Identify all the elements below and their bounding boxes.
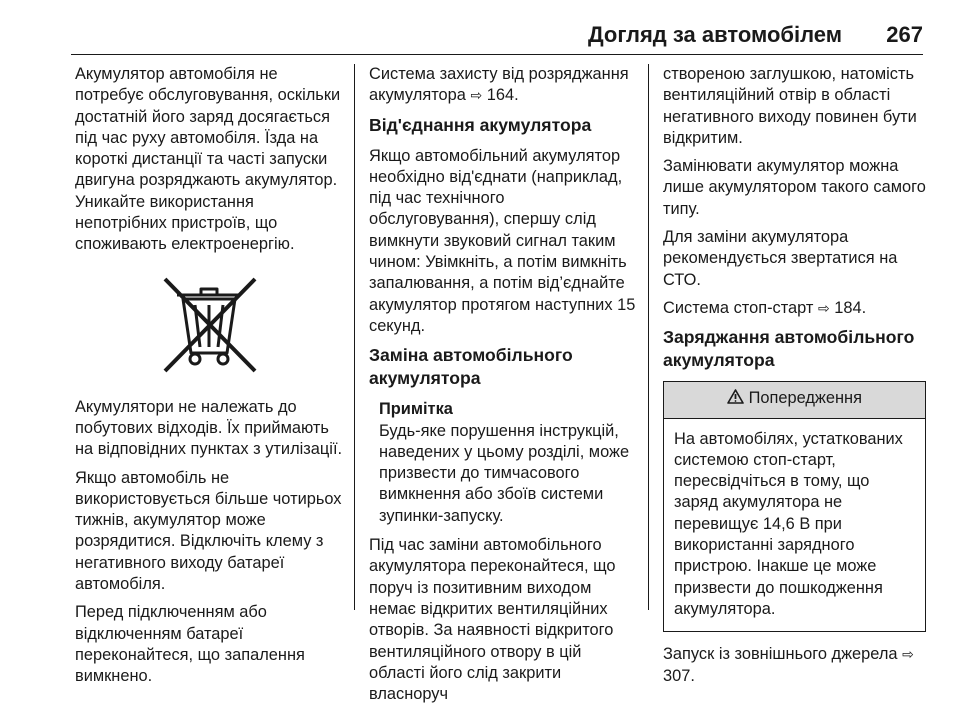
paragraph: створеною заглушкою, натомість вентиляційний отвір в області негативного виходу повинен бути відкритим. [663, 65, 917, 147]
reference-text: Система захисту від розряджання акумулятора [369, 65, 629, 105]
reference-text: Запуск із зовнішнього джерела [663, 645, 898, 664]
section-heading: Від'єднання акумулятора [369, 114, 592, 135]
page-reference-icon: ⇨ [470, 87, 483, 104]
column-divider [648, 64, 649, 610]
paragraph [369, 64, 637, 107]
paragraph: Під час заміни автомобільного акумулятора переконайтеся, що поруч із позитивним виходом немає відкритих вентиляційних отворів. За наявності відкритого вентиляційного отвору в цій області його слід закрити власноруч [369, 536, 616, 704]
paragraph: Акумулятори не належать до побутових відходів. Їх приймають на відповідних пунктах з утилізації. [75, 397, 343, 459]
paragraph: Якщо автомобільний акумулятор необхідно від'єднати (наприклад, під час технічного обслуговування), спершу слід вимкнути звуковий сигнал таким чином: Увімкніть, а потім вимкніть запалювання, а потім від’єднайте акумулятор протягом наступних 15 секунд. [369, 146, 636, 335]
warning-header [664, 382, 925, 418]
column-2 [369, 64, 637, 712]
crossed-out-wheelie-bin-icon [155, 273, 265, 377]
reference-link[interactable]: 307. [663, 666, 695, 685]
warning-box [663, 381, 926, 632]
paragraph: Для заміни акумулятора рекомендується звертатися на СТО. [663, 228, 898, 289]
note-text: Будь-яке порушення інструкцій, наведених у цьому розділі, може призвести до тимчасового вимкнення або збоїв системи зупинки-запуску. [379, 421, 630, 525]
paragraph [663, 298, 926, 319]
page-title: Догляд за автомобілем [587, 22, 842, 47]
header-rule [71, 54, 923, 55]
reference-link[interactable]: 164. [486, 86, 519, 105]
note-block [369, 399, 637, 527]
warning-text: На автомобілях, устаткованих системою стоп-старт, пересвідчіться в тому, що заряд акумулятора не перевищує 14,6 В при використанні зарядного пристрою. Інакше це може призвести до пошкодження акумулятора. [674, 429, 903, 618]
note-title: Примітка [379, 400, 453, 419]
section-heading: Заміна автомобільного акумулятора [369, 345, 573, 389]
page-reference-icon: ⇨ [902, 646, 914, 663]
page-reference-icon: ⇨ [818, 299, 830, 316]
column-3 [663, 64, 926, 694]
page-number: 267 [886, 22, 923, 47]
paragraph: Якщо автомобіль не використовується більше чотирьох тижнів, акумулятор може розрядитися. Відключіть клему з негативного виходу батареї автомобіля. [75, 468, 342, 594]
column-1 [75, 64, 347, 695]
warning-triangle-icon [727, 389, 744, 404]
warning-label: Попередження [748, 389, 862, 408]
reference-link[interactable]: 184. [834, 298, 867, 317]
reference-text: Система стоп-старт [663, 298, 814, 317]
column-divider [354, 64, 355, 610]
paragraph: Перед підключенням або відключенням батареї переконайтеся, що запалення вимкнено. [75, 603, 305, 686]
paragraph: Замінювати акумулятор можна лише акумулятором такого самого типу. [663, 157, 926, 218]
section-heading: Заряджання автомобільного акумулятора [663, 327, 915, 371]
paragraph: Акумулятор автомобіля не потребує обслуговування, оскільки достатній його заряд досягається під час руху автомобіля. Їзда на короткі дистанції та часті запуски двигуна розряджають акумулятор. Уникайте використання непотрібних пристроїв, що споживають електроенергію. [75, 65, 341, 254]
paragraph [663, 644, 926, 687]
page-header [0, 0, 960, 56]
